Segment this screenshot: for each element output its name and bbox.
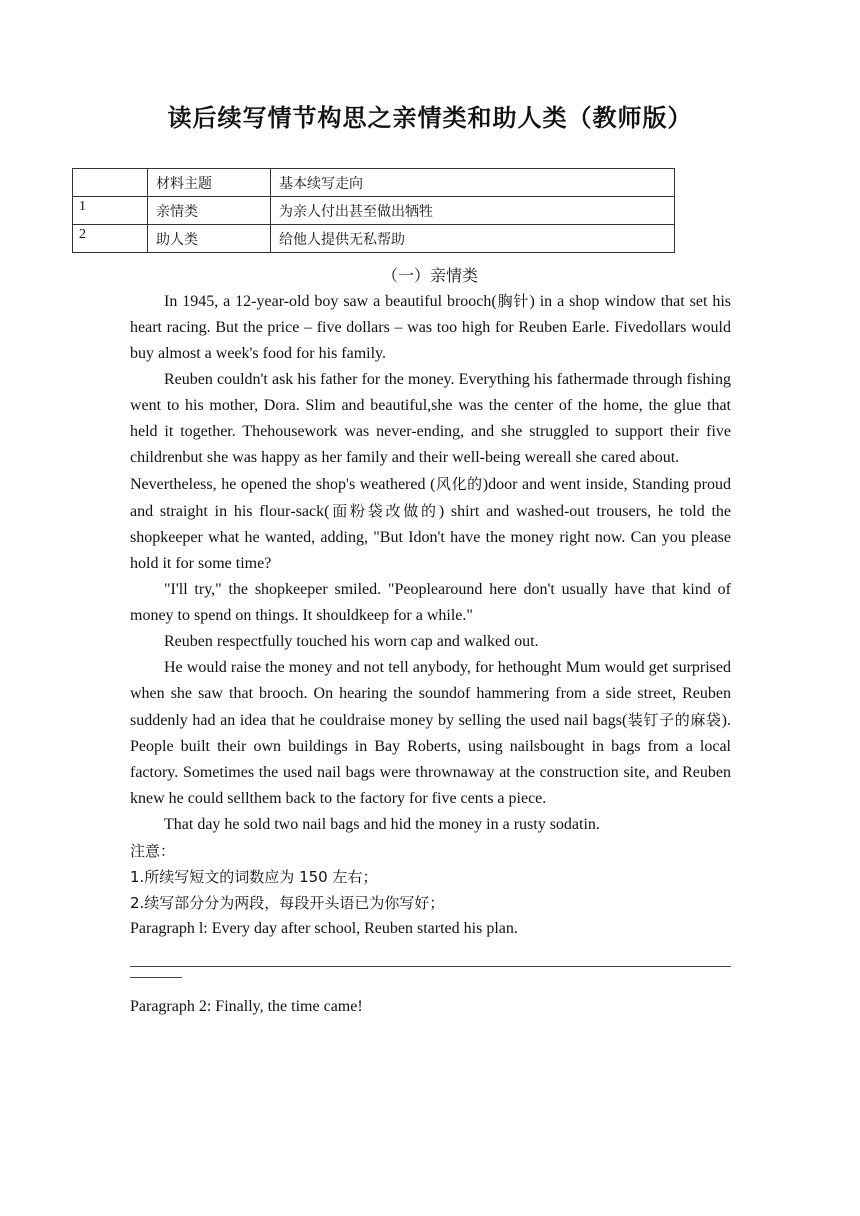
table-header-cell	[73, 169, 148, 197]
story-paragraph: Reuben respectfully touched his worn cap and walked out.	[164, 633, 539, 650]
table-header-row	[73, 169, 675, 197]
table-cell: 亲情类	[148, 197, 271, 225]
table-cell: 1	[73, 197, 148, 225]
story-text: ) shirt and washed‐out trousers, he told the shopkeeper what he wanted, adding, "But Idon't have the money right now. Can you please hold it for some time?	[130, 503, 732, 572]
chinese-gloss: 装钉子的麻袋	[627, 711, 722, 729]
answer-line	[130, 942, 731, 967]
table-header-cell: 基本续写走向	[271, 169, 675, 197]
story-text: He would raise the money and not tell anybody, for hethought Mum would get surprised when she saw that brooch. On hearing the soundof hammering from a side street, Reuben suddenly had an idea that he couldraise money by selling the used nail bags(	[130, 659, 731, 729]
table-cell: 为亲人付出甚至做出牺牲	[271, 197, 675, 225]
story-body	[130, 288, 731, 1020]
notes-heading: 注意：	[130, 842, 176, 860]
note-item: 1.所续写短文的词数应为 150 左右；	[130, 868, 378, 886]
table-row	[73, 197, 675, 225]
story-paragraph: "I'll try," the shopkeeper smiled. "Peoplearound here don't usually have that kind of money to spend on things. It shouldkeep for a while."	[130, 581, 731, 624]
story-text: In 1945, a 12-year-old boy saw a beautiful brooch(	[164, 293, 497, 310]
chinese-gloss: 面粉袋改做的	[329, 502, 439, 520]
story-paragraph	[130, 471, 731, 577]
story-paragraph: Reuben couldn't ask his father for the money. Everything his fathermade through fishing went to his mother, Dora. Slim and beautiful,she was the center of the home, the glue that held it together. Thehousework was never-ending, and she struggled to support their five childrenbut she was happy as her family and their well-being wereall she cared about.	[130, 371, 731, 466]
paragraph-1-prompt: Paragraph l: Every day after school, Reuben started his plan.	[130, 920, 518, 937]
theme-table	[72, 168, 675, 253]
story-text: ) in a shop window that set his heart racing. But the price – five dollars – was too high for Reuben Earle. Fivedollars would buy almost a week's food for his family.	[130, 293, 731, 362]
document-title: 读后续写情节构思之亲情类和助人类（教师版）	[167, 104, 693, 132]
note-item: 2.续写部分分为两段，每段开头语已为你写好；	[130, 894, 445, 912]
chinese-gloss: 风化的	[435, 475, 483, 493]
paragraph-2-prompt: Paragraph 2: Finally, the time came!	[130, 998, 363, 1015]
table-cell: 助人类	[148, 225, 271, 253]
story-text: Nevertheless, he opened the shop's weathered (	[130, 476, 436, 493]
section-heading: （一）亲情类	[381, 266, 478, 285]
story-paragraph	[130, 288, 731, 367]
table-cell: 2	[73, 225, 148, 253]
table-header-cell: 材料主题	[148, 169, 271, 197]
story-paragraph: That day he sold two nail bags and hid the money in a rusty sodatin.	[164, 816, 600, 833]
table-cell: 给他人提供无私帮助	[271, 225, 675, 253]
answer-line-end	[130, 967, 182, 978]
table-row	[73, 225, 675, 253]
story-text: ). People built their own buildings in Bay Roberts, using nailsbought in bags from a local factory. Sometimes the used nail bags were thrownaway at the construction site, and Reuben knew he could sellthem back to the factory for five cents a piece.	[130, 712, 731, 807]
story-text: )door and went inside, Standing proud and straight in his flour‐sack(	[130, 476, 731, 520]
story-paragraph	[130, 655, 731, 812]
chinese-gloss: 胸针	[496, 292, 530, 310]
